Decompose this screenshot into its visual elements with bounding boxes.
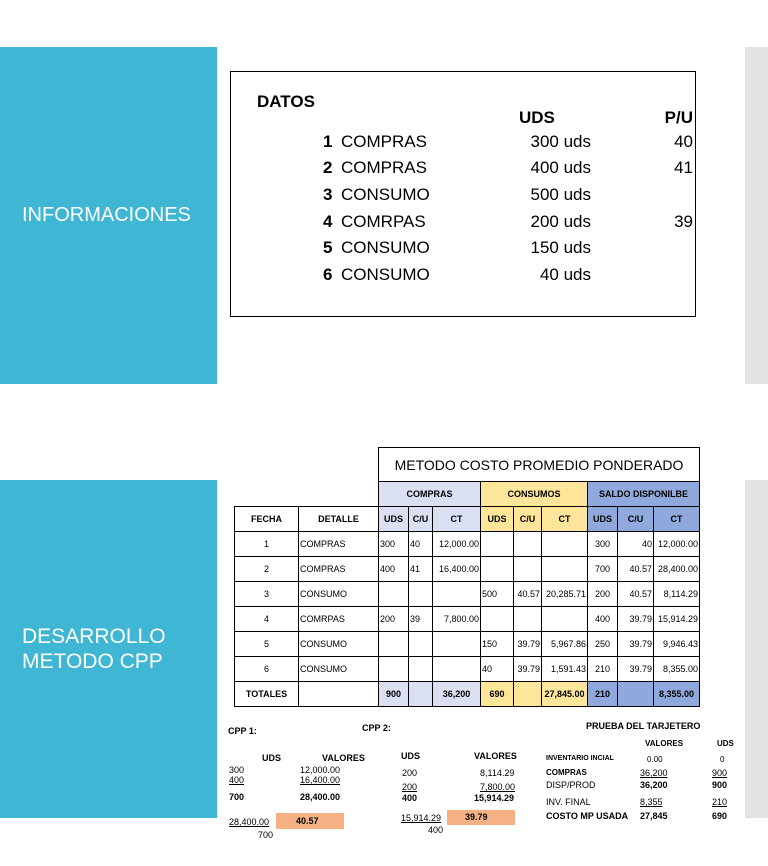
cpp2-division-den: 400: [428, 825, 444, 835]
cell-c-cu: 39: [409, 607, 433, 632]
slide2-right-strip: [745, 480, 768, 818]
cell-fecha: 3: [235, 582, 299, 607]
datos-row: [231, 265, 695, 291]
cell-s-cu: 39.79: [618, 657, 654, 682]
cell-c-ct: 7,800.00: [433, 607, 481, 632]
cell-fecha: 6: [235, 657, 299, 682]
cell-fecha: 2: [235, 557, 299, 582]
cpp1-val1: 12,000.00: [300, 765, 341, 775]
prueba-title: PRUEBA DEL TARJETERO: [586, 721, 701, 731]
prueba-row-label: COSTO MP USADA: [546, 811, 629, 821]
cell-c-uds: [379, 657, 409, 682]
datos-row-number: 6: [323, 265, 333, 284]
header-saldo-uds: UDS: [588, 507, 618, 532]
datos-row: [231, 238, 695, 264]
header-compras-ct: CT: [433, 507, 481, 532]
datos-row-pu: 39: [674, 212, 693, 231]
datos-row-label: COMRPAS: [341, 212, 426, 231]
cell-c-uds: 400: [379, 557, 409, 582]
prueba-row-valores: 0.00: [647, 755, 663, 764]
cell-s-cu: 39.79: [618, 632, 654, 657]
datos-row-uds: 400 uds: [530, 158, 591, 177]
cell-k-ct: 5,967.86: [542, 632, 588, 657]
cell-k-ct: 20,285.71: [542, 582, 588, 607]
prueba-row-label: INV. FINAL: [546, 797, 591, 807]
datos-row-label: CONSUMO: [341, 265, 430, 284]
cell-c-uds: 300: [379, 532, 409, 557]
cell-detalle: COMRPAS: [299, 607, 379, 632]
prueba-row-valores: 36,200: [640, 780, 668, 790]
cell-s-uds: 200: [588, 582, 618, 607]
informaciones-title: INFORMACIONES: [22, 204, 191, 226]
table-row: [235, 657, 700, 682]
cell-s-ct: 8,114.29: [654, 582, 700, 607]
cpp2-val-total: 15,914.29: [474, 793, 515, 803]
cell-s-cu: 39.79: [618, 607, 654, 632]
group-saldo: SALDO DISPONILBE: [588, 482, 700, 507]
cell-fecha: 1: [235, 532, 299, 557]
cell-k-cu: 39.79: [514, 632, 542, 657]
header-detalle: DETALLE: [299, 507, 379, 532]
datos-row-uds: 200 uds: [530, 212, 591, 231]
datos-row-label: CONSUMO: [341, 185, 430, 204]
header-consumos-cu: C/U: [514, 507, 542, 532]
cell-k-cu: 39.79: [514, 657, 542, 682]
cell-c-ct: 16,400.00: [433, 557, 481, 582]
datos-row: [231, 185, 695, 211]
header-saldo-ct: CT: [654, 507, 700, 532]
datos-row-pu: 41: [674, 158, 693, 177]
cell-k-uds: 150: [481, 632, 514, 657]
datos-row-label: COMPRAS: [341, 132, 427, 151]
cell-detalle: CONSUMO: [299, 657, 379, 682]
prueba-row-uds: 210: [712, 797, 728, 807]
cell-k-uds: [481, 557, 514, 582]
prueba-row-label: DISP/PROD: [546, 780, 596, 790]
cell-c-uds: [379, 632, 409, 657]
prueba-row-label: INVENTARIO INCIAL: [546, 755, 614, 762]
cell-k-cu: [514, 532, 542, 557]
prueba-row-valores: 36,200: [640, 768, 668, 778]
cell-k-uds: 500: [481, 582, 514, 607]
cpp2-val2: 7,800.00: [480, 782, 516, 792]
cell-k-uds: 40: [481, 657, 514, 682]
cpp-table-title: METODO COSTO PROMEDIO PONDERADO: [379, 448, 700, 482]
cell-detalle: COMPRAS: [299, 557, 379, 582]
cell-k-ct: 1,591.43: [542, 657, 588, 682]
datos-row: [231, 132, 695, 158]
table-row: [235, 582, 700, 607]
cpp-table: [234, 447, 700, 707]
group-consumos: CONSUMOS: [481, 482, 588, 507]
cpp1-division-num: 28,400.00: [229, 817, 270, 827]
cpp1-col-uds: UDS: [262, 753, 282, 763]
cell-k-cu: 40.57: [514, 582, 542, 607]
cpp2-uds1: 200: [402, 768, 418, 778]
cell-c-ct: [433, 582, 481, 607]
prueba-col-uds: UDS: [717, 739, 734, 748]
datos-row: [231, 158, 695, 184]
datos-title: DATOS: [257, 92, 315, 111]
cell-detalle: COMPRAS: [299, 532, 379, 557]
datos-box: [230, 71, 696, 317]
cell-k-cu: [514, 557, 542, 582]
cell-s-ct: 12,000.00: [654, 532, 700, 557]
cell-c-cu: [409, 582, 433, 607]
datos-header-pu: P/U: [664, 108, 693, 127]
cpp1-uds1: 300: [229, 765, 245, 775]
cpp1-division-den: 700: [258, 830, 274, 840]
cell-s-cu: 40: [618, 532, 654, 557]
totals-consumos-ct: 27,845.00: [542, 682, 588, 707]
table-row: [235, 532, 700, 557]
desarrollo-title-line1: DESARROLLO: [22, 625, 166, 648]
table-row: [235, 632, 700, 657]
header-compras-cu: C/U: [409, 507, 433, 532]
prueba-row-label: COMPRAS: [546, 768, 587, 777]
cell-s-cu: 40.57: [618, 557, 654, 582]
datos-row-number: 5: [323, 238, 333, 257]
cpp2-uds2: 200: [402, 782, 418, 792]
cell-c-ct: [433, 657, 481, 682]
cell-c-uds: 200: [379, 607, 409, 632]
cpp1-uds2: 400: [229, 775, 245, 785]
header-consumos-uds: UDS: [481, 507, 514, 532]
cpp1-uds-total: 700: [229, 792, 245, 802]
cell-c-cu: 41: [409, 557, 433, 582]
prueba-col-valores: VALORES: [645, 739, 684, 748]
cell-s-ct: 15,914.29: [654, 607, 700, 632]
cpp2-uds-total: 400: [402, 793, 418, 803]
cell-c-ct: 12,000.00: [433, 532, 481, 557]
header-consumos-ct: CT: [542, 507, 588, 532]
datos-row-uds: 300 uds: [530, 132, 591, 151]
desarrollo-panel: [0, 480, 217, 818]
cell-c-cu: [409, 632, 433, 657]
cell-k-ct: [542, 532, 588, 557]
cell-s-uds: 250: [588, 632, 618, 657]
prueba-row-uds: 900: [712, 780, 728, 790]
group-compras: COMPRAS: [379, 482, 481, 507]
cpp1-val-total: 28,400.00: [300, 792, 341, 802]
cpp2-result: 39.79: [447, 810, 515, 825]
datos-row-uds: 40 uds: [539, 265, 591, 284]
cell-detalle: CONSUMO: [299, 632, 379, 657]
header-fecha: FECHA: [235, 507, 299, 532]
datos-row-number: 3: [323, 185, 333, 204]
datos-row-number: 4: [323, 212, 333, 231]
totals-compras-ct: 36,200: [433, 682, 481, 707]
header-compras-uds: UDS: [379, 507, 409, 532]
cpp1-result: 40.57: [276, 813, 344, 829]
datos-row-pu: 40: [674, 132, 693, 151]
header-saldo-cu: C/U: [618, 507, 654, 532]
datos-row-uds: 150 uds: [530, 238, 591, 257]
datos-row: [231, 212, 695, 238]
prueba-row-valores: 27,845: [640, 811, 668, 821]
cell-c-cu: [409, 657, 433, 682]
cell-s-uds: 400: [588, 607, 618, 632]
totals-compras-uds: 900: [379, 682, 409, 707]
datos-row-uds: 500 uds: [530, 185, 591, 204]
cell-s-cu: 40.57: [618, 582, 654, 607]
desarrollo-title-line2: METODO CPP: [22, 650, 163, 673]
datos-row-label: COMPRAS: [341, 158, 427, 177]
cpp2-label: CPP 2:: [362, 723, 391, 733]
cell-fecha: 4: [235, 607, 299, 632]
cell-k-ct: [542, 607, 588, 632]
datos-header-uds: UDS: [519, 108, 555, 127]
totals-saldo-uds: 210: [588, 682, 618, 707]
prueba-row-uds: 900: [712, 768, 728, 778]
cell-c-uds: [379, 582, 409, 607]
cpp2-division-num: 15,914.29: [401, 813, 442, 823]
cell-k-uds: [481, 532, 514, 557]
informaciones-panel: [0, 47, 217, 384]
datos-row-number: 2: [323, 158, 333, 177]
cell-s-ct: 8,355.00: [654, 657, 700, 682]
cell-s-ct: 28,400.00: [654, 557, 700, 582]
cell-detalle: CONSUMO: [299, 582, 379, 607]
cell-c-ct: [433, 632, 481, 657]
datos-row-label: CONSUMO: [341, 238, 430, 257]
cell-c-cu: 40: [409, 532, 433, 557]
cpp1-col-valores: VALORES: [322, 753, 365, 763]
table-row: [235, 607, 700, 632]
table-row: [235, 557, 700, 582]
cell-s-uds: 300: [588, 532, 618, 557]
datos-row-number: 1: [323, 132, 333, 151]
cpp2-col-uds: UDS: [401, 751, 421, 761]
prueba-row-valores: 8,355: [640, 797, 663, 807]
totals-saldo-ct: 8,355.00: [654, 682, 700, 707]
cell-s-ct: 9,946.43: [654, 632, 700, 657]
slide1-right-strip: [745, 47, 768, 384]
cpp1-val2: 16,400.00: [300, 775, 341, 785]
cell-s-uds: 700: [588, 557, 618, 582]
totals-row: [235, 682, 700, 707]
cpp1-label: CPP 1:: [228, 726, 257, 736]
prueba-row-uds: 0: [720, 755, 725, 764]
cpp2-val1: 8,114.29: [480, 768, 515, 778]
totals-consumos-uds: 690: [481, 682, 514, 707]
cpp2-col-valores: VALORES: [474, 751, 517, 761]
cell-k-cu: [514, 607, 542, 632]
prueba-row-uds: 690: [712, 811, 728, 821]
cell-fecha: 5: [235, 632, 299, 657]
cell-k-uds: [481, 607, 514, 632]
cell-s-uds: 210: [588, 657, 618, 682]
cell-k-ct: [542, 557, 588, 582]
totals-label: TOTALES: [235, 682, 299, 707]
